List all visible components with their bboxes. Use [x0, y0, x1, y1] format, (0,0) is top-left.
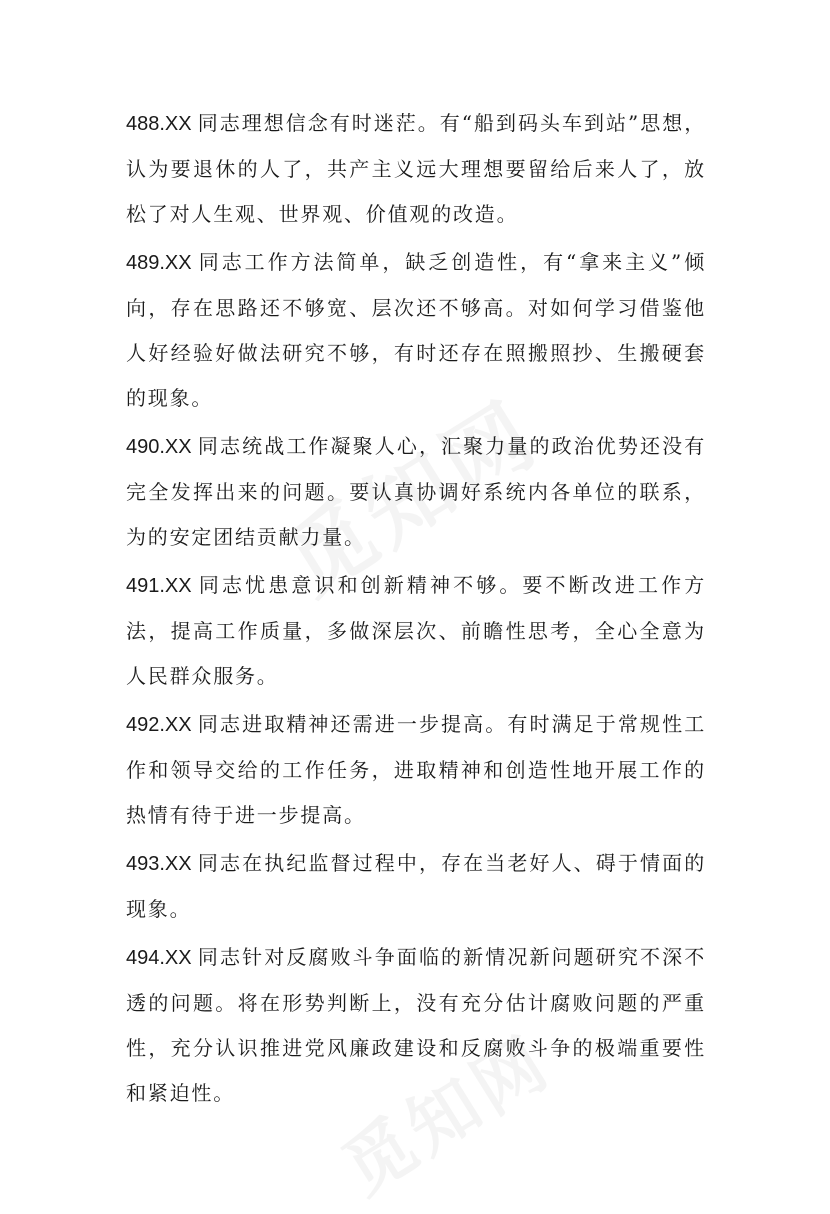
entry-492 [126, 702, 706, 838]
entry-text: 同志工作方法简单，缺乏创造性，有“拿来主义”倾向，存在思路还不够宽、层次还不够高。对如何学习借鉴他人好经验好做法研究不够，有时还存在照搬照抄、生搬硬套的现象。 [126, 250, 706, 410]
document-body [126, 101, 706, 1119]
entry-491 [126, 563, 706, 699]
entry-text: 同志针对反腐败斗争面临的新情况新问题研究不深不透的问题。将在形势判断上，没有充分估计腐败问题的严重性，充分认识推进党风廉政建设和反腐败斗争的极端重要性和紧迫性。 [126, 945, 706, 1105]
entry-text: 同志在执纪监督过程中，存在当老好人、碍于情面的现象。 [126, 851, 706, 921]
entry-490 [126, 424, 706, 560]
entry-494 [126, 935, 706, 1116]
entry-number: 490.XX [126, 436, 192, 458]
entry-text: 同志统战工作凝聚人心，汇聚力量的政治优势还没有完全发挥出来的问题。要认真协调好系统内各单位的联系，为的安定团结贡献力量。 [126, 434, 706, 549]
entry-493 [126, 841, 706, 932]
entry-text: 同志忧患意识和创新精神不够。要不断改进工作方法，提高工作质量，多做深层次、前瞻性思考，全心全意为人民群众服务。 [126, 573, 706, 688]
entry-number: 491.XX [126, 575, 192, 597]
entry-number: 489.XX [126, 252, 192, 274]
entry-488 [126, 101, 706, 237]
entry-489 [126, 240, 706, 421]
entry-text: 同志理想信念有时迷茫。有“船到码头车到站”思想，认为要退休的人了，共产主义远大理想要留给后来人了，放松了对人生观、世界观、价值观的改造。 [126, 111, 706, 226]
entry-number: 494.XX [126, 947, 192, 969]
entry-number: 488.XX [126, 113, 192, 135]
entry-text: 同志进取精神还需进一步提高。有时满足于常规性工作和领导交给的工作任务，进取精神和创造性地开展工作的热情有待于进一步提高。 [126, 712, 706, 827]
entry-number: 493.XX [126, 853, 192, 875]
entry-number: 492.XX [126, 714, 192, 736]
